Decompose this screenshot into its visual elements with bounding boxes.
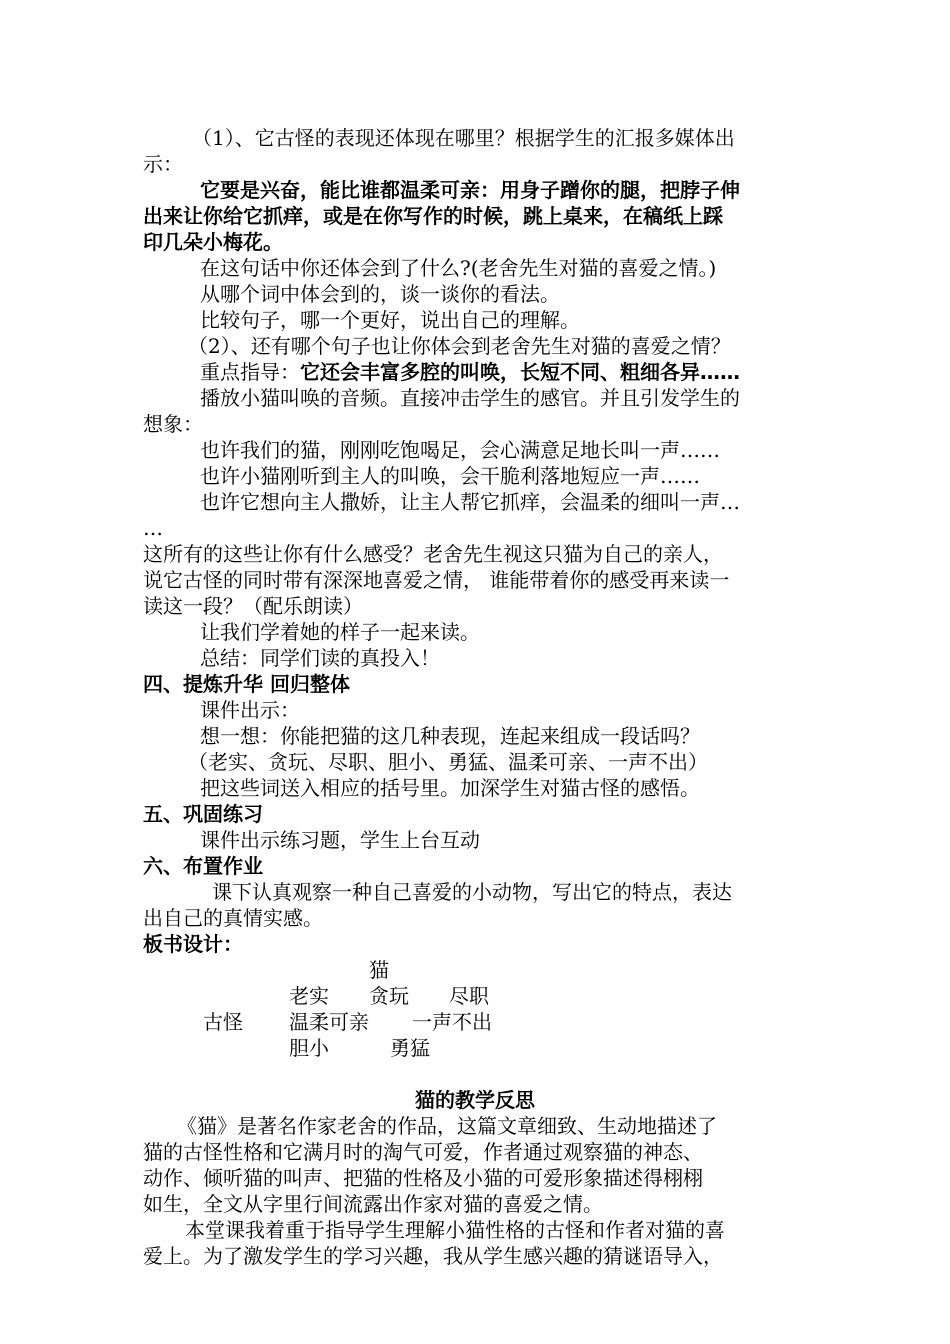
text-line: 说它古怪的同时带有深深地喜爱之情， 谁能带着你的感受再来读一 [143,568,730,592]
quote-key-sentence: 它还会丰富多腔的叫唤，长短不同、粗细各异…… [300,360,740,384]
text-line: 也许它想向主人撒娇，让主人帮它抓痒，会温柔的细叫一声… [200,490,740,514]
text-line: 动作、倾听猫的叫声、把猫的性格及小猫的可爱形象描述得栩栩 [143,1166,703,1190]
text-line: 猫的古怪性格和它满月时的淘气可爱，作者通过观察猫的神态、 [143,1140,703,1164]
quote-line: 出来让你给它抓痒，或是在你写作的时候，跳上桌来，在稿纸上踩 [143,204,723,228]
text-line: 让我们学着她的样子一起来读。 [200,620,480,644]
text-line: 这所有的这些让你有什么感受？老舍先生视这只猫为自己的亲人， [143,542,723,566]
text-line: （2）、还有哪个句子也让你体会到老舍先生对猫的喜爱之情？ [188,334,731,358]
label-key-guidance: 重点指导： [200,360,300,384]
quote-line: 它要是兴奋，能比谁都温柔可亲：用身子蹭你的腿，把脖子伸 [200,178,740,202]
text-line: 也许我们的猫，刚刚吃饱喝足，会心满意足地长叫一声…… [200,438,720,462]
text-line: 示： [143,152,183,176]
section-heading: 五、巩固练习 [143,802,263,826]
text-line: （1）、它古怪的表现还体现在哪里？根据学生的汇报多媒体出 [192,126,735,150]
quote-line: 印几朵小梅花。 [143,230,283,254]
reflection-title: 猫的教学反思 [415,1088,535,1112]
text-line: 想象： [143,412,203,436]
text-line: 总结：同学们读的真投入！ [200,646,440,670]
text-line: 也许小猫刚听到主人的叫唤，会干脆利落地短应一声…… [200,464,700,488]
board-word: 勇猛 [390,1036,430,1060]
text-line: 出自己的真情实感。 [143,906,323,930]
board-word: 老实 [289,984,329,1008]
board-word: 古怪 [203,1010,243,1034]
board-word: 胆小 [289,1036,329,1060]
text-line: 从哪个词中体会到的，谈一谈你的看法。 [200,282,560,306]
text-line: 把这些词送入相应的括号里。加深学生对猫古怪的感悟。 [200,776,700,800]
text-line: 爱上。为了激发学生的学习兴趣，我从学生感兴趣的猜谜语导入， [143,1244,723,1268]
text-line: （老实、贪玩、尽职、胆小、勇猛、温柔可亲、一声不出） [188,750,708,774]
board-word: 温柔可亲 [289,1010,369,1034]
text-line: 播放小猫叫唤的音频。直接冲击学生的感官。并且引发学生的 [200,386,740,410]
text-line: 课下认真观察一种自己喜爱的小动物，写出它的特点，表达 [212,880,732,904]
text-line: 课件出示练习题，学生上台互动 [200,828,480,852]
text-line: 本堂课我着重于指导学生理解小猫性格的古怪和作者对猫的喜 [185,1218,725,1242]
text-line: 《猫》是著名作家老舍的作品，这篇文章细致、生动地描述了 [177,1114,717,1138]
section-heading: 四、提炼升华 回归整体 [143,672,350,696]
text-line: 想一想：你能把猫的这几种表现，连起来组成一段话吗？ [200,724,700,748]
board-word: 一声不出 [412,1010,492,1034]
board-word: 贪玩 [369,984,409,1008]
text-line: 如生，全文从字里行间流露出作家对猫的喜爱之情。 [143,1192,603,1216]
board-word: 尽职 [449,984,489,1008]
text-line [200,359,740,385]
text-line: 课件出示： [200,698,300,722]
text-line: 读这一段？（配乐朗读） [143,594,363,618]
section-heading: 板书设计： [143,932,243,956]
section-heading: 六、布置作业 [143,854,263,878]
text-line: 在这句话中你还体会到了什么?(老舍先生对猫的喜爱之情。) [200,256,717,280]
board-title: 猫 [369,958,389,982]
text-line: 比较句子，哪一个更好，说出自己的理解。 [200,308,580,332]
text-line: … [143,516,163,540]
